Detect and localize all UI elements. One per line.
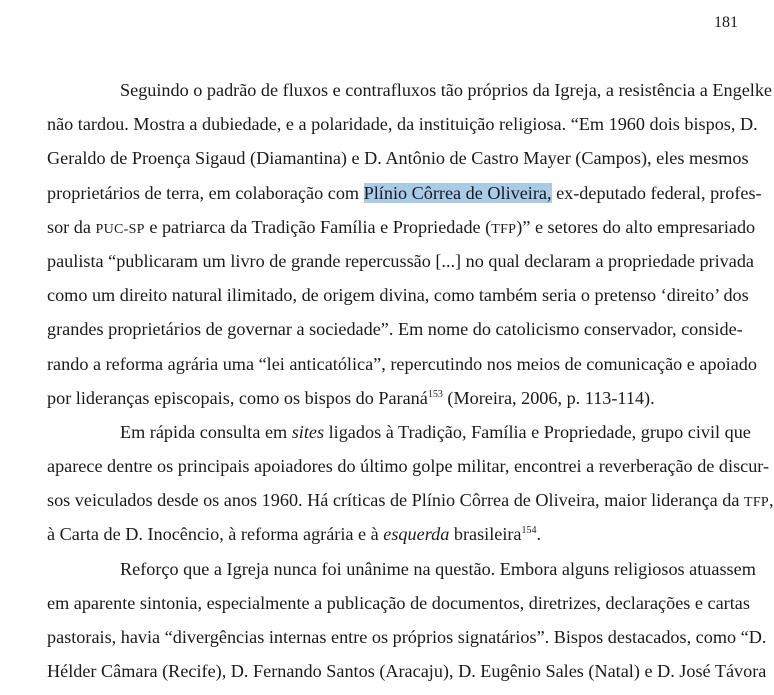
paragraph-3-line-4: Hélder Câmara (Recife), D. Fernando Santos (Aracaju), D. Eugênio Sales (Natal) e D. José Távora — [47, 661, 767, 682]
acronym-puc-sp: PUC-SP — [95, 221, 145, 237]
text-run: Em rápida consulta em — [120, 421, 292, 442]
text-run: e patriarca da Tradição Família e Propriedade ( — [144, 216, 492, 237]
paragraph-1-line-3: Geraldo de Proença Sigaud (Diamantina) e D. Antônio de Castro Mayer (Campos), eles mesmos — [47, 148, 749, 169]
highlighted-text[interactable]: Plínio Côrrea de Oliveira, — [363, 182, 552, 203]
italic-text: esquerda — [383, 524, 450, 545]
acronym-tfp: TFP — [743, 495, 770, 511]
text-run: . — [536, 524, 542, 545]
text-run: proprietários de terra, em colaboração com — [47, 182, 364, 203]
paragraph-1-line-7: como um direito natural ilimitado, de origem divina, como também seria o pretenso ‘direito’ dos — [47, 285, 749, 306]
text-run: , — [769, 490, 774, 511]
paragraph-2-line-4 — [47, 517, 739, 551]
text-run: (Moreira, 2006, p. 113-114). — [442, 387, 655, 408]
paragraph-1-line-10 — [47, 381, 739, 415]
text-run: por lideranças episcopais, como os bispos do Paraná — [47, 387, 428, 408]
italic-text: sites — [291, 421, 325, 442]
body-text — [47, 73, 774, 688]
paragraph-1-line-6: paulista “publicaram um livro de grande repercussão [...] no qual declaram a propriedade privada — [47, 250, 754, 271]
text-run: ligados à Tradição, Família e Propriedade, grupo civil que — [324, 421, 751, 442]
paragraph-1-line-8: grandes proprietários de governar a sociedade”. Em nome do catolicismo conservador, conside- — [47, 319, 743, 340]
paragraph-3-line-2: em aparente sintonia, especialmente a publicação de documentos, diretrizes, declarações e cartas — [47, 592, 750, 613]
footnote-ref-153[interactable]: 153 — [427, 388, 443, 400]
paragraph-1-line-4 — [47, 176, 762, 210]
paragraph-2-line-1 — [47, 415, 751, 449]
text-run: sor da — [47, 216, 96, 237]
paragraph-2-line-2: aparece dentre os principais apoiadores do último golpe militar, encontrei a reverberação de discur- — [47, 456, 770, 477]
paragraph-1-line-1: Seguindo o padrão de fluxos e contrafluxos tão próprios da Igreja, a resistência a Engelke — [120, 80, 773, 100]
footnote-ref-154[interactable]: 154 — [521, 525, 537, 537]
paragraph-3-line-3: pastorais, havia “divergências internas entre os próprios signatários”. Bispos destacados, como “D. — [47, 627, 767, 647]
text-run: brasileira — [449, 524, 522, 545]
paragraph-2-line-3 — [47, 483, 774, 517]
text-run: sos veiculados desde os anos 1960. Há críticas de Plínio Côrrea de Oliveira, maior liderança da — [47, 490, 744, 511]
page-number: 181 — [714, 14, 738, 31]
paragraph-3-line-1: Reforço que a Igreja nunca foi unânime na questão. Embora alguns religiosos atuassem — [120, 558, 756, 579]
paragraph-1-line-5 — [47, 210, 756, 244]
text-run: )” e setores do alto empresariado — [516, 216, 756, 237]
acronym-tfp: TFP — [491, 221, 517, 237]
text-run: à Carta de D. Inocêncio, à reforma agrária e à — [47, 524, 384, 545]
paragraph-1-line-2: não tardou. Mostra a dubiedade, e a polaridade, da instituição religiosa. “Em 1960 dois bispos, D. — [47, 114, 758, 135]
text-run: ex-deputado federal, profes- — [551, 182, 762, 203]
paragraph-1-line-9: rando a reforma agrária uma “lei anticatólica”, repercutindo nos meios de comunicação e apoiado — [47, 353, 757, 374]
